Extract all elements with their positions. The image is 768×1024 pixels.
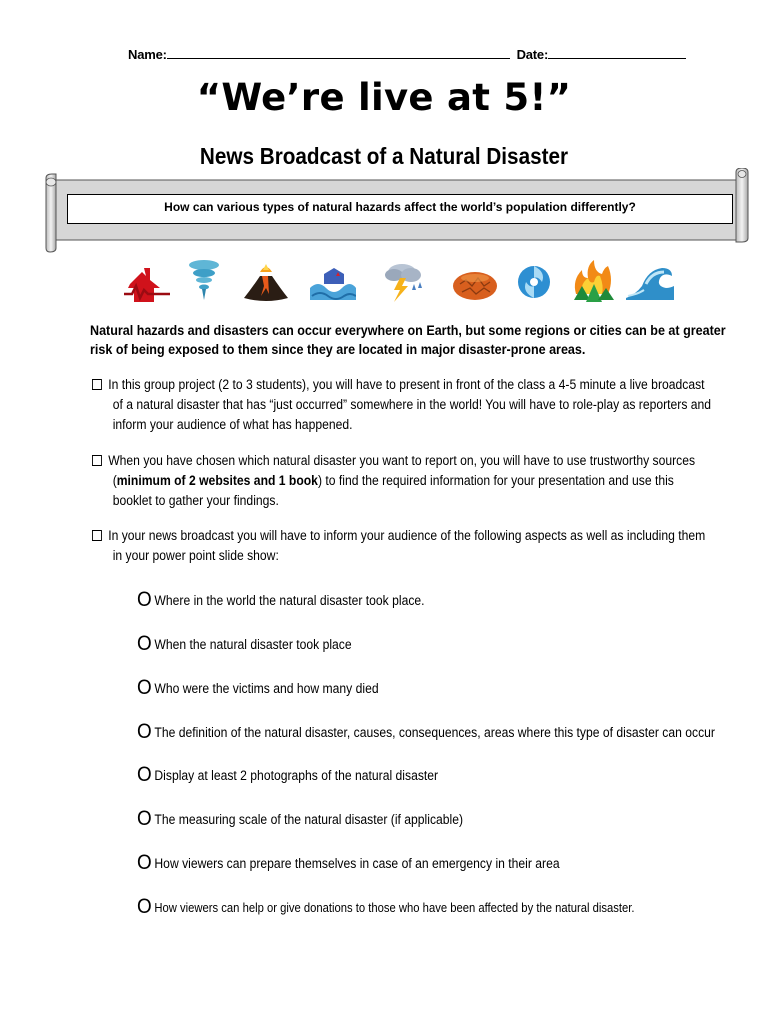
name-label: Name: [128,47,167,62]
bullet-text-before: When you have chosen which natural disaster you want to report on, you will have to use trustworthy sources ( [108,453,696,488]
aspect-item [137,763,438,787]
date-field[interactable] [548,46,686,59]
aspect-item [137,720,715,744]
circle-bullet-icon: O [137,676,152,699]
circle-bullet-icon: O [137,763,152,786]
drought-icon [452,266,498,302]
tornado-icon [186,258,222,304]
bullet-sources [92,451,713,511]
date-label: Date: [516,47,549,62]
aspect-text: The measuring scale of the natural disaster (if applicable) [154,812,464,827]
bullet-text: In your news broadcast you will have to inform your audience of the following aspects as well as including them in your power point slide show: [108,528,706,563]
aspect-item [137,676,379,700]
tsunami-wave-icon [626,264,674,302]
circle-bullet-icon: O [137,895,152,918]
name-field[interactable] [167,46,510,59]
bullet-broadcast-aspects [92,526,713,566]
essential-question: How can various types of natural hazards affect the world’s population differently? [67,194,733,224]
hurricane-icon [516,262,552,304]
checkbox-icon[interactable] [92,455,102,466]
flood-icon [310,266,356,302]
aspect-item [137,632,352,656]
bullet-group-project [92,375,713,435]
bullet-text-after: ) to find the required information for your presentation and use this booklet to gather your findings. [112,473,674,508]
page-subtitle: News Broadcast of a Natural Disaster [199,143,569,169]
aspect-text: When the natural disaster took place [154,637,352,652]
volcano-icon [242,262,290,304]
aspect-item [137,807,463,831]
aspect-text: Display at least 2 photographs of the natural disaster [154,768,439,783]
wildfire-icon [568,260,614,304]
aspect-item [137,588,425,612]
earthquake-house-icon [124,264,174,306]
circle-bullet-icon: O [137,588,152,611]
aspect-text: Who were the victims and how many died [154,681,379,696]
intro-paragraph: Natural hazards and disasters can occur everywhere on Earth, but some regions or cities can be at greater risk of being exposed to them since they are located in major disaster-prone areas. [90,323,726,357]
aspect-text: How viewers can prepare themselves in case of an emergency in their area [154,856,560,871]
thunderstorm-icon [380,260,428,304]
circle-bullet-icon: O [137,632,152,655]
aspect-text: Where in the world the natural disaster took place. [154,593,425,608]
disaster-icons-row [124,256,674,306]
page-title: “We’re live at 5!” [196,76,572,119]
circle-bullet-icon: O [137,720,152,743]
name-date-line [128,46,688,64]
checkbox-icon[interactable] [92,379,102,390]
circle-bullet-icon: O [137,851,152,874]
checkbox-icon[interactable] [92,530,102,541]
bullet-text: In this group project (2 to 3 students), you will have to present in front of the class a 4-5 minute a live broadcast of a natural disaster that has “just occurred” somewhere in the world! You will have to role-play as reporters and inform your audience of what has happened. [108,377,712,432]
aspect-item [137,895,635,919]
aspect-text: How viewers can help or give donations to those who have been affected by the natural disaster. [154,901,635,915]
aspect-text: The definition of the natural disaster, causes, consequences, areas where this type of disaster can occur [154,725,715,740]
aspect-item [137,851,560,875]
circle-bullet-icon: O [137,807,152,830]
bullet-text-bold: minimum of 2 websites and 1 book [116,473,318,488]
